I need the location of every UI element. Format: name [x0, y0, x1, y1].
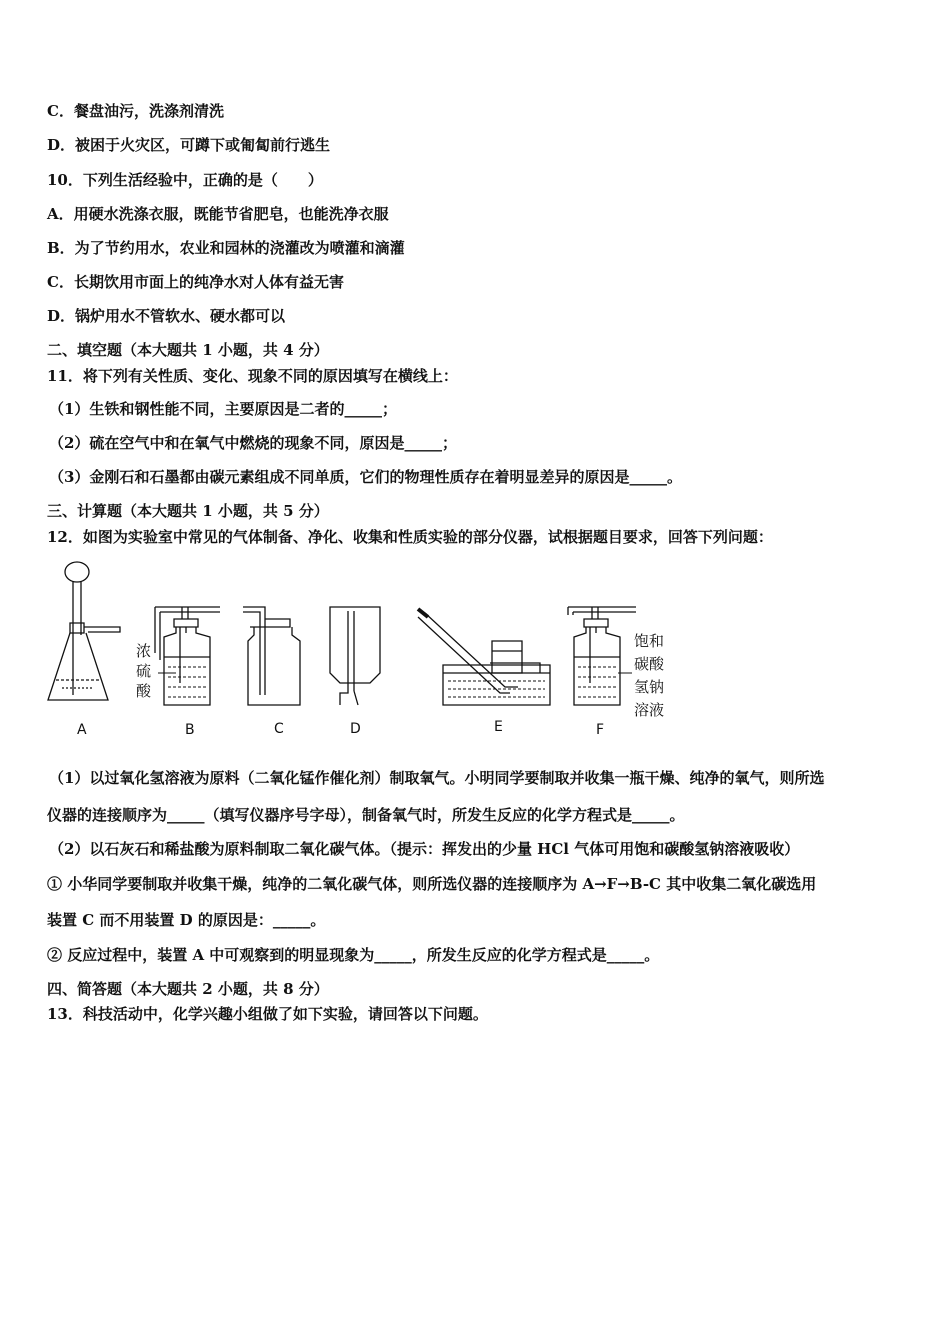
question-11-part-2: （2）硫在空气中和在氧气中燃烧的现象不同，原因是_____；	[49, 434, 457, 452]
question-10: 10．下列生活经验中，正确的是（ ）	[47, 171, 323, 189]
label-c: C	[274, 721, 284, 737]
line-d-fire: D．被困于火灾区，可蹲下或匍匐前行逃生	[47, 136, 331, 154]
section-3-title: 三、计算题（本大题共 1 小题，共 5 分）	[47, 502, 329, 520]
apparatus-f	[568, 607, 636, 705]
label-a: A	[77, 722, 87, 738]
apparatus-c	[243, 607, 300, 705]
question-11: 11．将下列有关性质、变化、现象不同的原因填写在横线上：	[47, 367, 458, 385]
apparatus-b	[155, 607, 220, 705]
question-12-part-2-2: ② 反应过程中，装置 A 中可观察到的明显现象为_____，所发生反应的化学方程式是_____。	[47, 946, 660, 964]
question-11-part-3: （3）金刚石和石墨都由碳元素组成不同单质，它们的物理性质存在着明显差异的原因是_____。	[49, 468, 682, 486]
f-side-label-4: 溶液	[634, 701, 665, 719]
apparatus-e	[418, 609, 550, 705]
label-d: D	[350, 721, 361, 737]
question-11-part-1: （1）生铁和钢性能不同，主要原因是二者的_____；	[49, 400, 397, 418]
f-side-label-3: 氢钠	[634, 678, 665, 696]
b-side-label-2: 硫	[136, 662, 152, 680]
section-4-title: 四、简答题（本大题共 2 小题，共 8 分）	[47, 980, 329, 998]
b-side-label-1: 浓	[136, 642, 152, 660]
b-side-label-3: 酸	[136, 682, 152, 700]
option-b: B．为了节约用水，农业和园林的浇灌改为喷灌和滴灌	[47, 239, 405, 257]
f-side-label-1: 饱和	[634, 632, 665, 650]
option-d: D．锅炉用水不管软水、硬水都可以	[47, 307, 286, 325]
option-c: C．长期饮用市面上的纯净水对人体有益无害	[47, 273, 344, 291]
apparatus-diagram	[40, 555, 680, 755]
question-12-part-1a: （1）以过氧化氢溶液为原料（二氧化锰作催化剂）制取氧气。小明同学要制取并收集一瓶干燥、纯净的氧气，则所选	[49, 769, 825, 787]
line-c-dish: C．餐盘油污，洗涤剂清洗	[47, 102, 224, 120]
question-12-part-2-1b: 装置 C 而不用装置 D 的原因是：_____。	[47, 911, 326, 929]
question-12-part-2: （2）以石灰石和稀盐酸为原料制取二氧化碳气体。（提示：挥发出的少量 HCl 气体可用饱和碳酸氢钠溶液吸收）	[49, 840, 800, 858]
question-12: 12．如图为实验室中常见的气体制备、净化、收集和性质实验的部分仪器，试根据题目要求，回答下列问题：	[47, 528, 773, 546]
question-12-part-1b: 仪器的连接顺序为_____（填写仪器序号字母），制备氧气时，所发生反应的化学方程式是_____。	[47, 806, 685, 824]
apparatus-a	[48, 562, 120, 700]
f-side-label-2: 碳酸	[634, 655, 665, 673]
option-a: A．用硬水洗涤衣服，既能节省肥皂，也能洗净衣服	[47, 205, 389, 223]
section-2-title: 二、填空题（本大题共 1 小题，共 4 分）	[47, 341, 329, 359]
label-f: F	[596, 722, 605, 738]
question-12-part-2-1a: ① 小华同学要制取并收集干燥，纯净的二氧化碳气体，则所选仪器的连接顺序为 A→F→B-C 其中收集二氧化碳选用	[47, 875, 817, 893]
question-13: 13．科技活动中，化学兴趣小组做了如下实验，请回答以下问题。	[47, 1005, 488, 1023]
label-b: B	[185, 722, 195, 738]
label-e: E	[494, 719, 503, 735]
apparatus-d	[330, 607, 380, 705]
